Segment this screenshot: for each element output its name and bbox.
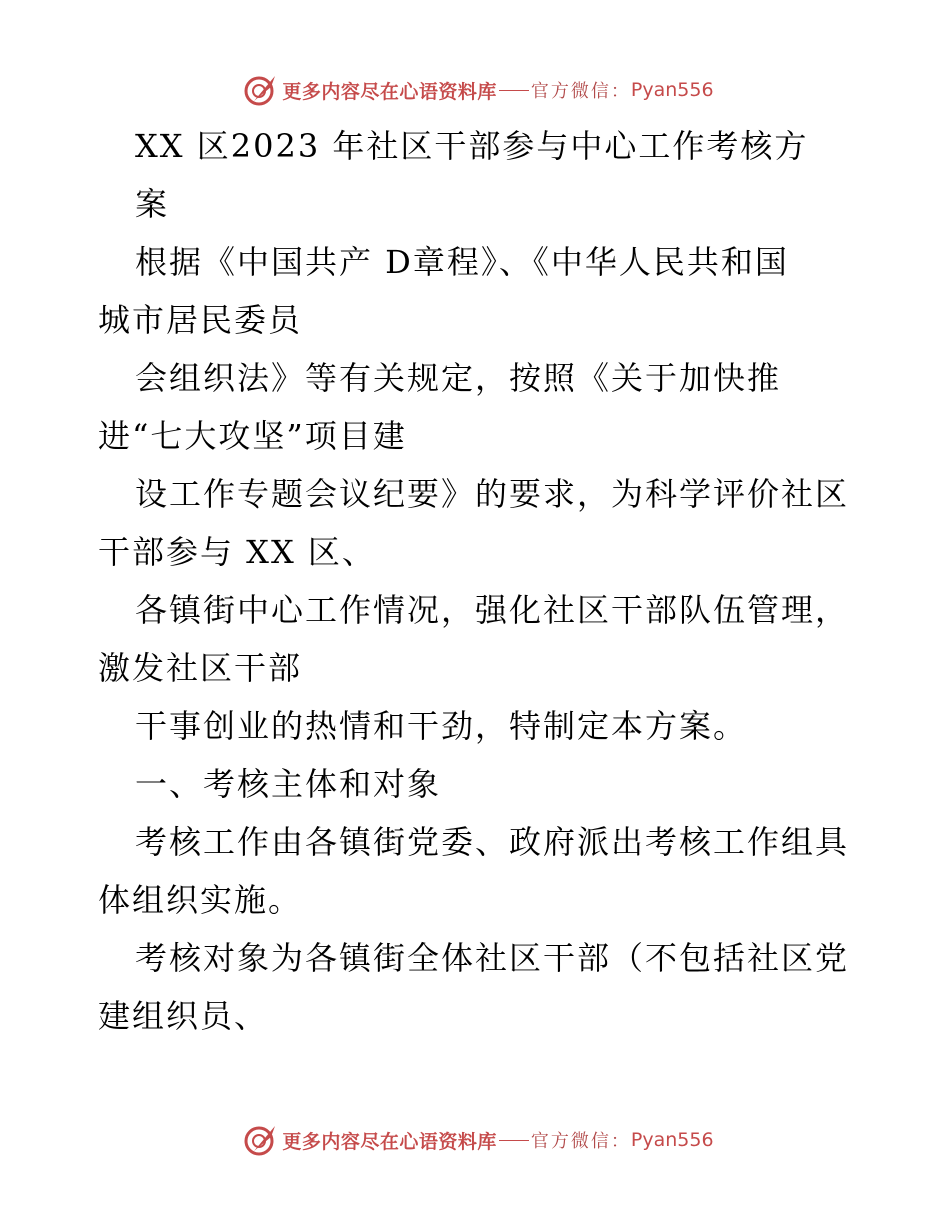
paragraph-line: 进“七大攻坚”项目建: [98, 417, 407, 455]
section-heading: 一、考核主体和对象: [135, 765, 442, 803]
banner-main-text: 更多内容尽在心语资料库: [282, 80, 497, 103]
paragraph-line: 干部参与 XX 区、: [98, 533, 376, 571]
paragraph-line: 激发社区干部: [98, 649, 303, 687]
banner-dash: [499, 1140, 529, 1141]
quill-logo-icon: [244, 1123, 278, 1157]
banner-main-text: 更多内容尽在心语资料库: [282, 1130, 497, 1153]
paragraph-line: 干事创业的热情和干劲，特制定本方案。: [135, 707, 748, 745]
banner-sub-text: 官方微信：: [530, 81, 631, 102]
banner-wechat-id: Pyan556: [630, 1129, 714, 1151]
paragraph-line: 体组织实施。: [98, 881, 303, 919]
banner-wechat-id: Pyan556: [630, 79, 714, 101]
document-title-line-2: 案: [135, 185, 170, 223]
paragraph-line: 根据《中国共产 D章程》、《中华人民共和国: [135, 243, 789, 281]
paragraph-line: 各镇街中心工作情况，强化社区干部队伍管理，: [135, 591, 850, 629]
paragraph-line: 建组织员、: [98, 997, 269, 1035]
paragraph-line: 考核工作由各镇街党委、政府派出考核工作组具: [135, 823, 850, 861]
footer-watermark-banner: [0, 1120, 950, 1160]
document-title-line-1: XX 区2023 年社区干部参与中心工作考核方: [135, 127, 809, 165]
paragraph-line: 会组织法》等有关规定，按照《关于加快推: [135, 359, 782, 397]
banner-sub-text: 官方微信：: [530, 1131, 631, 1152]
paragraph-line: 城市居民委员: [98, 301, 303, 339]
paragraph-line: 设工作专题会议纪要》的要求，为科学评价社区: [135, 475, 850, 513]
banner-content: [244, 1123, 713, 1157]
paragraph-line: 考核对象为各镇街全体社区干部（不包括社区党: [135, 939, 850, 977]
